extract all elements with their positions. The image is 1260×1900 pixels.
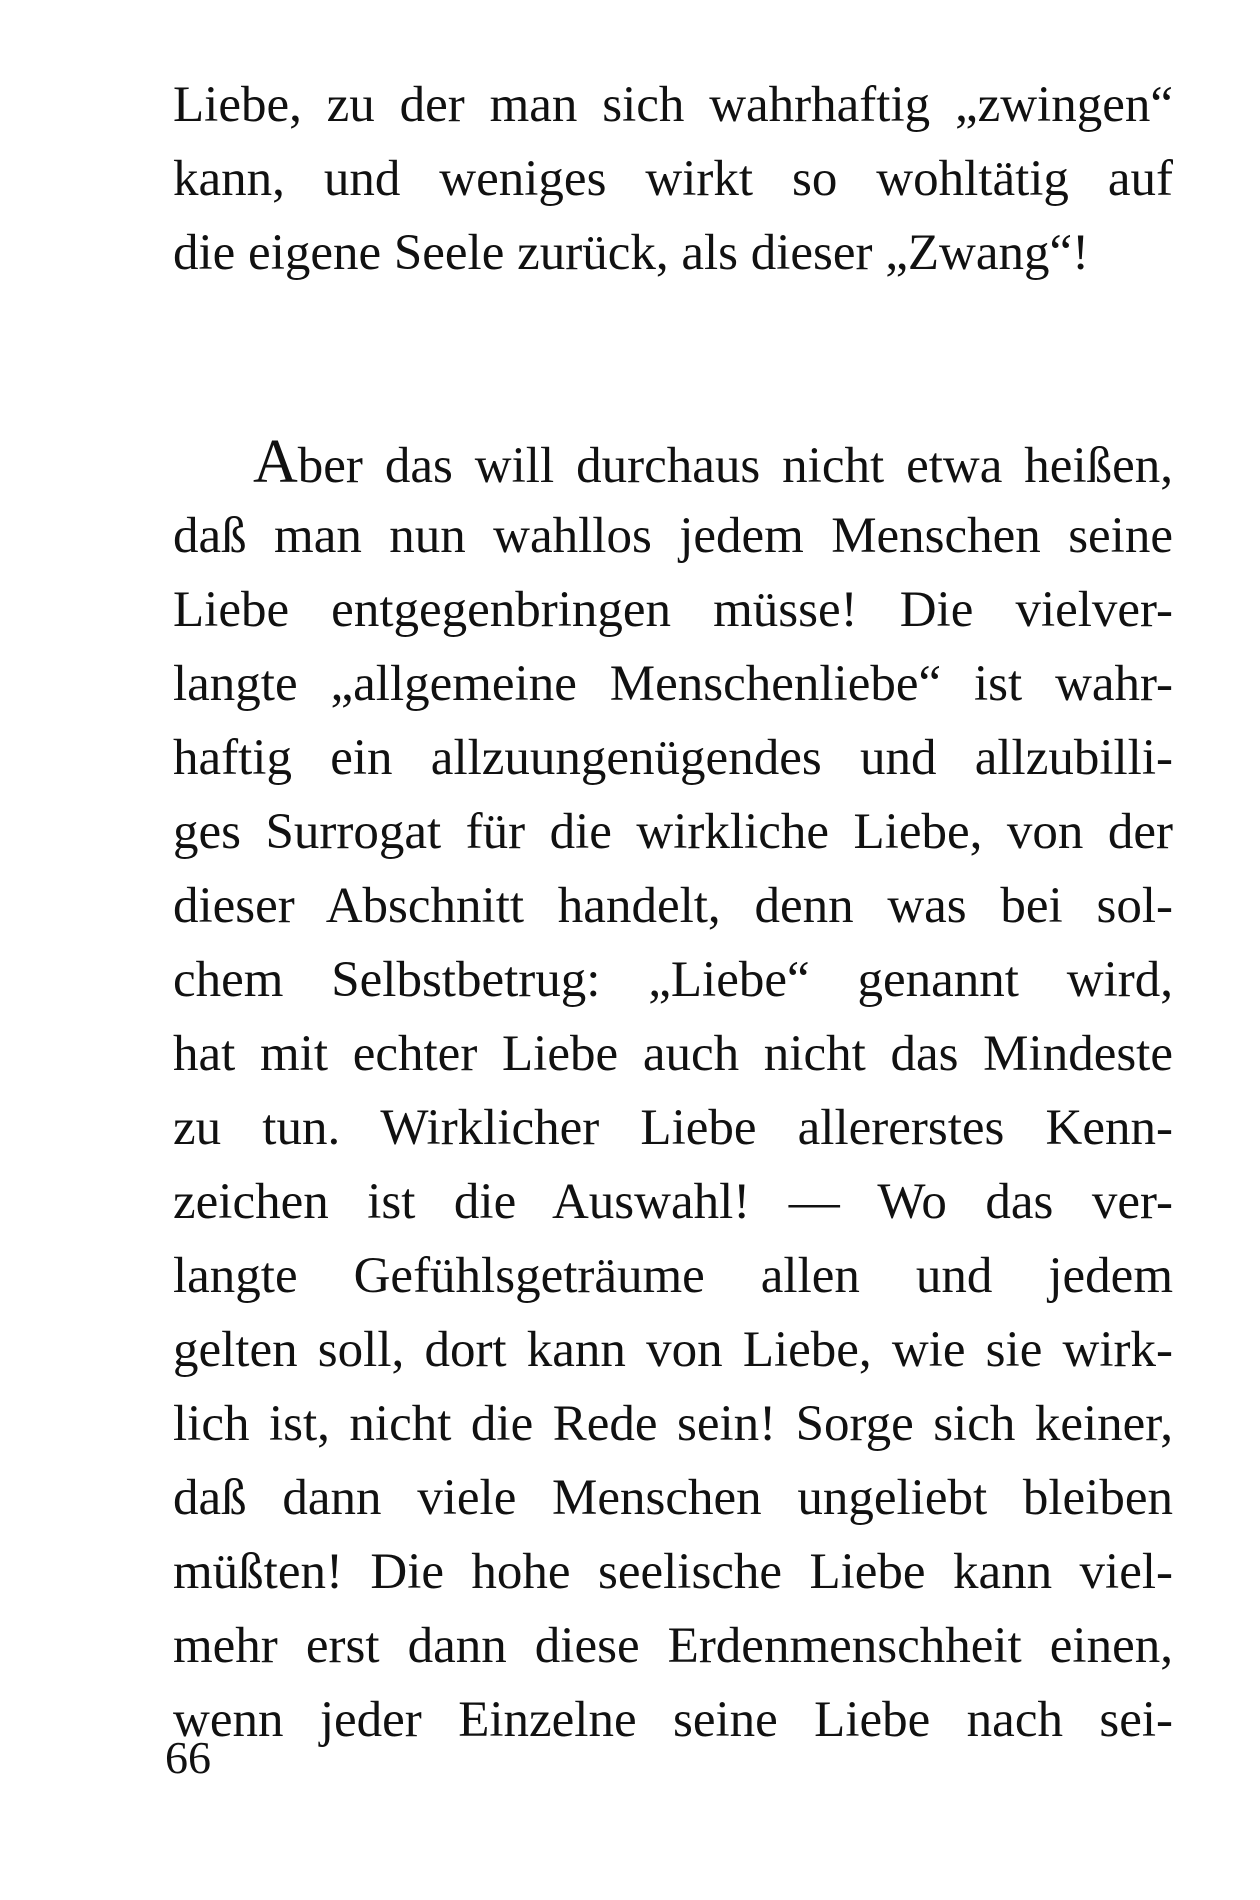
text-line: chem Selbstbetrug: „Liebe“ genannt wird, [173,952,1173,1008]
text-line: lich ist, nicht die Rede sein! Sorge sich keiner, [173,1396,1173,1452]
text-line: langte Gefühlsgeträume allen und jedem [173,1248,1173,1304]
text-line: haftig ein allzuungenügendes und allzubilli- [173,730,1173,786]
text-line: zeichen ist die Auswahl! — Wo das ver- [173,1174,1173,1230]
text-line-first [173,425,1173,499]
text-line: daß dann viele Menschen ungeliebt bleiben [173,1470,1173,1526]
text-line: daß man nun wahllos jedem Menschen seine [173,508,1173,564]
text-line: ges Surrogat für die wirkliche Liebe, von der [173,804,1173,860]
text-line: müßten! Die hohe seelische Liebe kann viel- [173,1544,1173,1600]
text-line: gelten soll, dort kann von Liebe, wie sie wirk- [173,1322,1173,1378]
text-line: kann, und weniges wirkt so wohltätig auf [173,151,1173,207]
page-number: 66 [165,1732,211,1783]
text-line: die eigene Seele zurück, als dieser „Zwang“! [173,225,1090,281]
initial-letter: A [253,428,298,496]
text-line: wenn jeder Einzelne seine Liebe nach sei- [173,1692,1173,1748]
text-line: Liebe entgegenbringen müsse! Die vielver- [173,582,1173,638]
paragraph-continuation [173,68,1173,290]
text-line: dieser Abschnitt handelt, denn was bei sol- [173,878,1173,934]
text-line: hat mit echter Liebe auch nicht das Mindeste [173,1026,1173,1082]
first-line-text: ber das will durchaus nicht etwa heißen, [297,438,1173,494]
paragraph-main [173,425,1173,1757]
text-line: mehr erst dann diese Erdenmenschheit einen, [173,1618,1173,1674]
text-line: zu tun. Wirklicher Liebe allererstes Kenn- [173,1100,1173,1156]
text-line: Liebe, zu der man sich wahrhaftig „zwingen“ [173,77,1173,133]
text-line: langte „allgemeine Menschenliebe“ ist wahr- [173,656,1173,712]
